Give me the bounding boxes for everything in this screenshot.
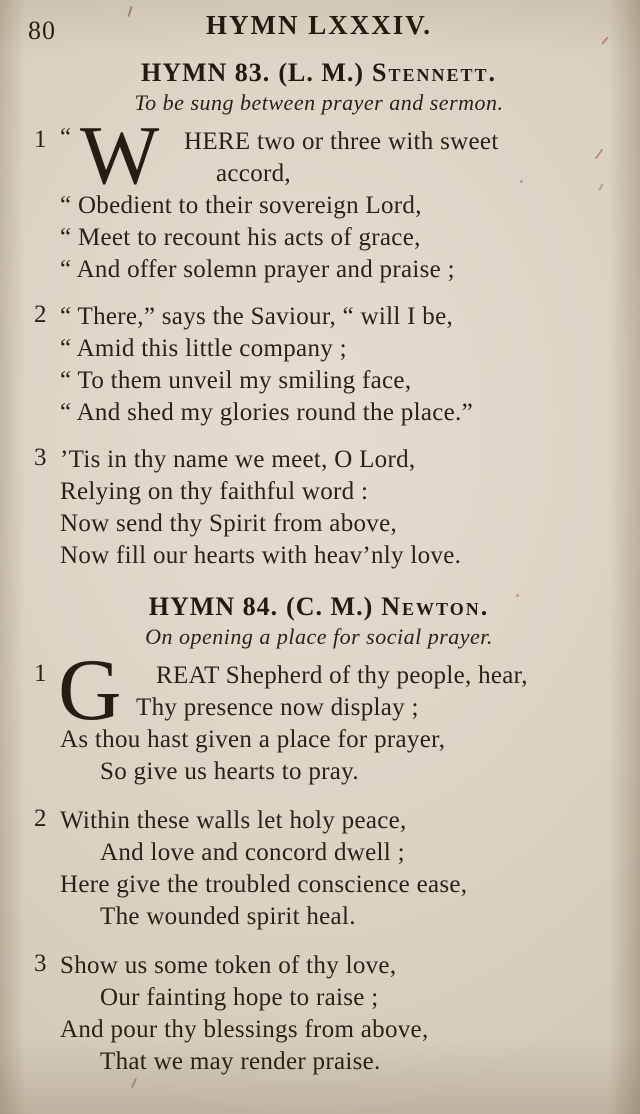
hymn-line: “ Meet to recount his acts of grace, [60, 224, 421, 251]
hymn-83-number: HYMN 83. [140, 58, 271, 87]
hymn-84-section [34, 592, 604, 1078]
stray-ink-mark [520, 180, 523, 183]
hymn-83-heading [34, 58, 604, 88]
hymn-line: And love and concord dwell ; [100, 839, 405, 866]
opening-quote: “ [60, 124, 72, 151]
hymn-84-stanza-3 [34, 950, 604, 1078]
hymn-line: So give us hearts to pray. [100, 758, 359, 785]
stanza-number: 1 [34, 126, 47, 153]
drop-cap-w: W [80, 109, 160, 202]
hymn-line: ’Tis in thy name we meet, O Lord, [60, 446, 416, 473]
hymn-84-stanza-2 [34, 805, 604, 933]
hymn-84-subtitle: On opening a place for social prayer. [145, 624, 493, 649]
hymn-84-stanza-1 [34, 642, 604, 788]
hymn-line: As thou hast given a place for prayer, [60, 726, 446, 753]
running-header: HYMN LXXXIV. [205, 10, 432, 40]
hymn-line: accord, [216, 160, 291, 187]
hymn-83-stanza-3 [34, 444, 604, 572]
hymn-line: Thy presence now display ; [136, 694, 419, 721]
drop-cap-g: G [58, 642, 122, 739]
stray-ink-mark [516, 594, 519, 597]
hymn-line: “ To them unveil my smiling face, [60, 367, 412, 394]
hymn-line: REAT Shepherd of thy people, hear, [156, 662, 528, 689]
hymn-line: Here give the troubled conscience ease, [60, 871, 468, 898]
hymn-line: The wounded spirit heal. [100, 903, 356, 930]
hymn-line: Relying on thy faithful word : [60, 478, 369, 505]
hymn-84-number: HYMN 84. [148, 592, 279, 621]
stanza-number: 1 [34, 660, 47, 687]
hymn-line: “ Amid this little company ; [60, 335, 347, 362]
hymn-83-section [34, 58, 604, 572]
stanza-number: 3 [34, 444, 47, 471]
hymn-line: HERE two or three with sweet [184, 128, 499, 155]
hymn-83-stanza-2 [34, 301, 604, 429]
hymn-83-subtitle: To be sung between prayer and sermon. [134, 90, 504, 115]
page-number: 80 [28, 16, 56, 45]
hymn-83-stanza-1 [34, 109, 604, 286]
hymn-83-meter: (L. M.) [278, 58, 365, 87]
hymn-line: Now send thy Spirit from above, [60, 510, 398, 537]
page-header [28, 10, 604, 52]
hymn-line: That we may render praise. [100, 1048, 381, 1075]
hymn-83-author: Stennett. [372, 58, 498, 87]
hymn-line: “ There,” says the Saviour, “ will I be, [60, 303, 454, 330]
stanza-number: 3 [34, 950, 47, 977]
hymn-line: “ And shed my glories round the place.” [60, 399, 473, 426]
hymn-line: Now fill our hearts with heav’nly love. [60, 542, 462, 569]
hymn-line: Within these walls let holy peace, [60, 807, 407, 834]
stanza-number: 2 [34, 805, 47, 832]
hymn-84-author: Newton. [381, 592, 490, 621]
hymn-line: “ And offer solemn prayer and praise ; [60, 256, 455, 283]
hymn-line: And pour thy blessings from above, [60, 1016, 429, 1043]
stray-ink-mark [131, 1078, 137, 1088]
hymn-84-meter: (C. M.) [286, 592, 374, 621]
hymn-line: “ Obedient to their sovereign Lord, [60, 192, 422, 219]
stanza-number: 2 [34, 301, 47, 328]
hymn-line: Show us some token of thy love, [60, 952, 397, 979]
hymn-line: Our fainting hope to raise ; [100, 984, 379, 1011]
